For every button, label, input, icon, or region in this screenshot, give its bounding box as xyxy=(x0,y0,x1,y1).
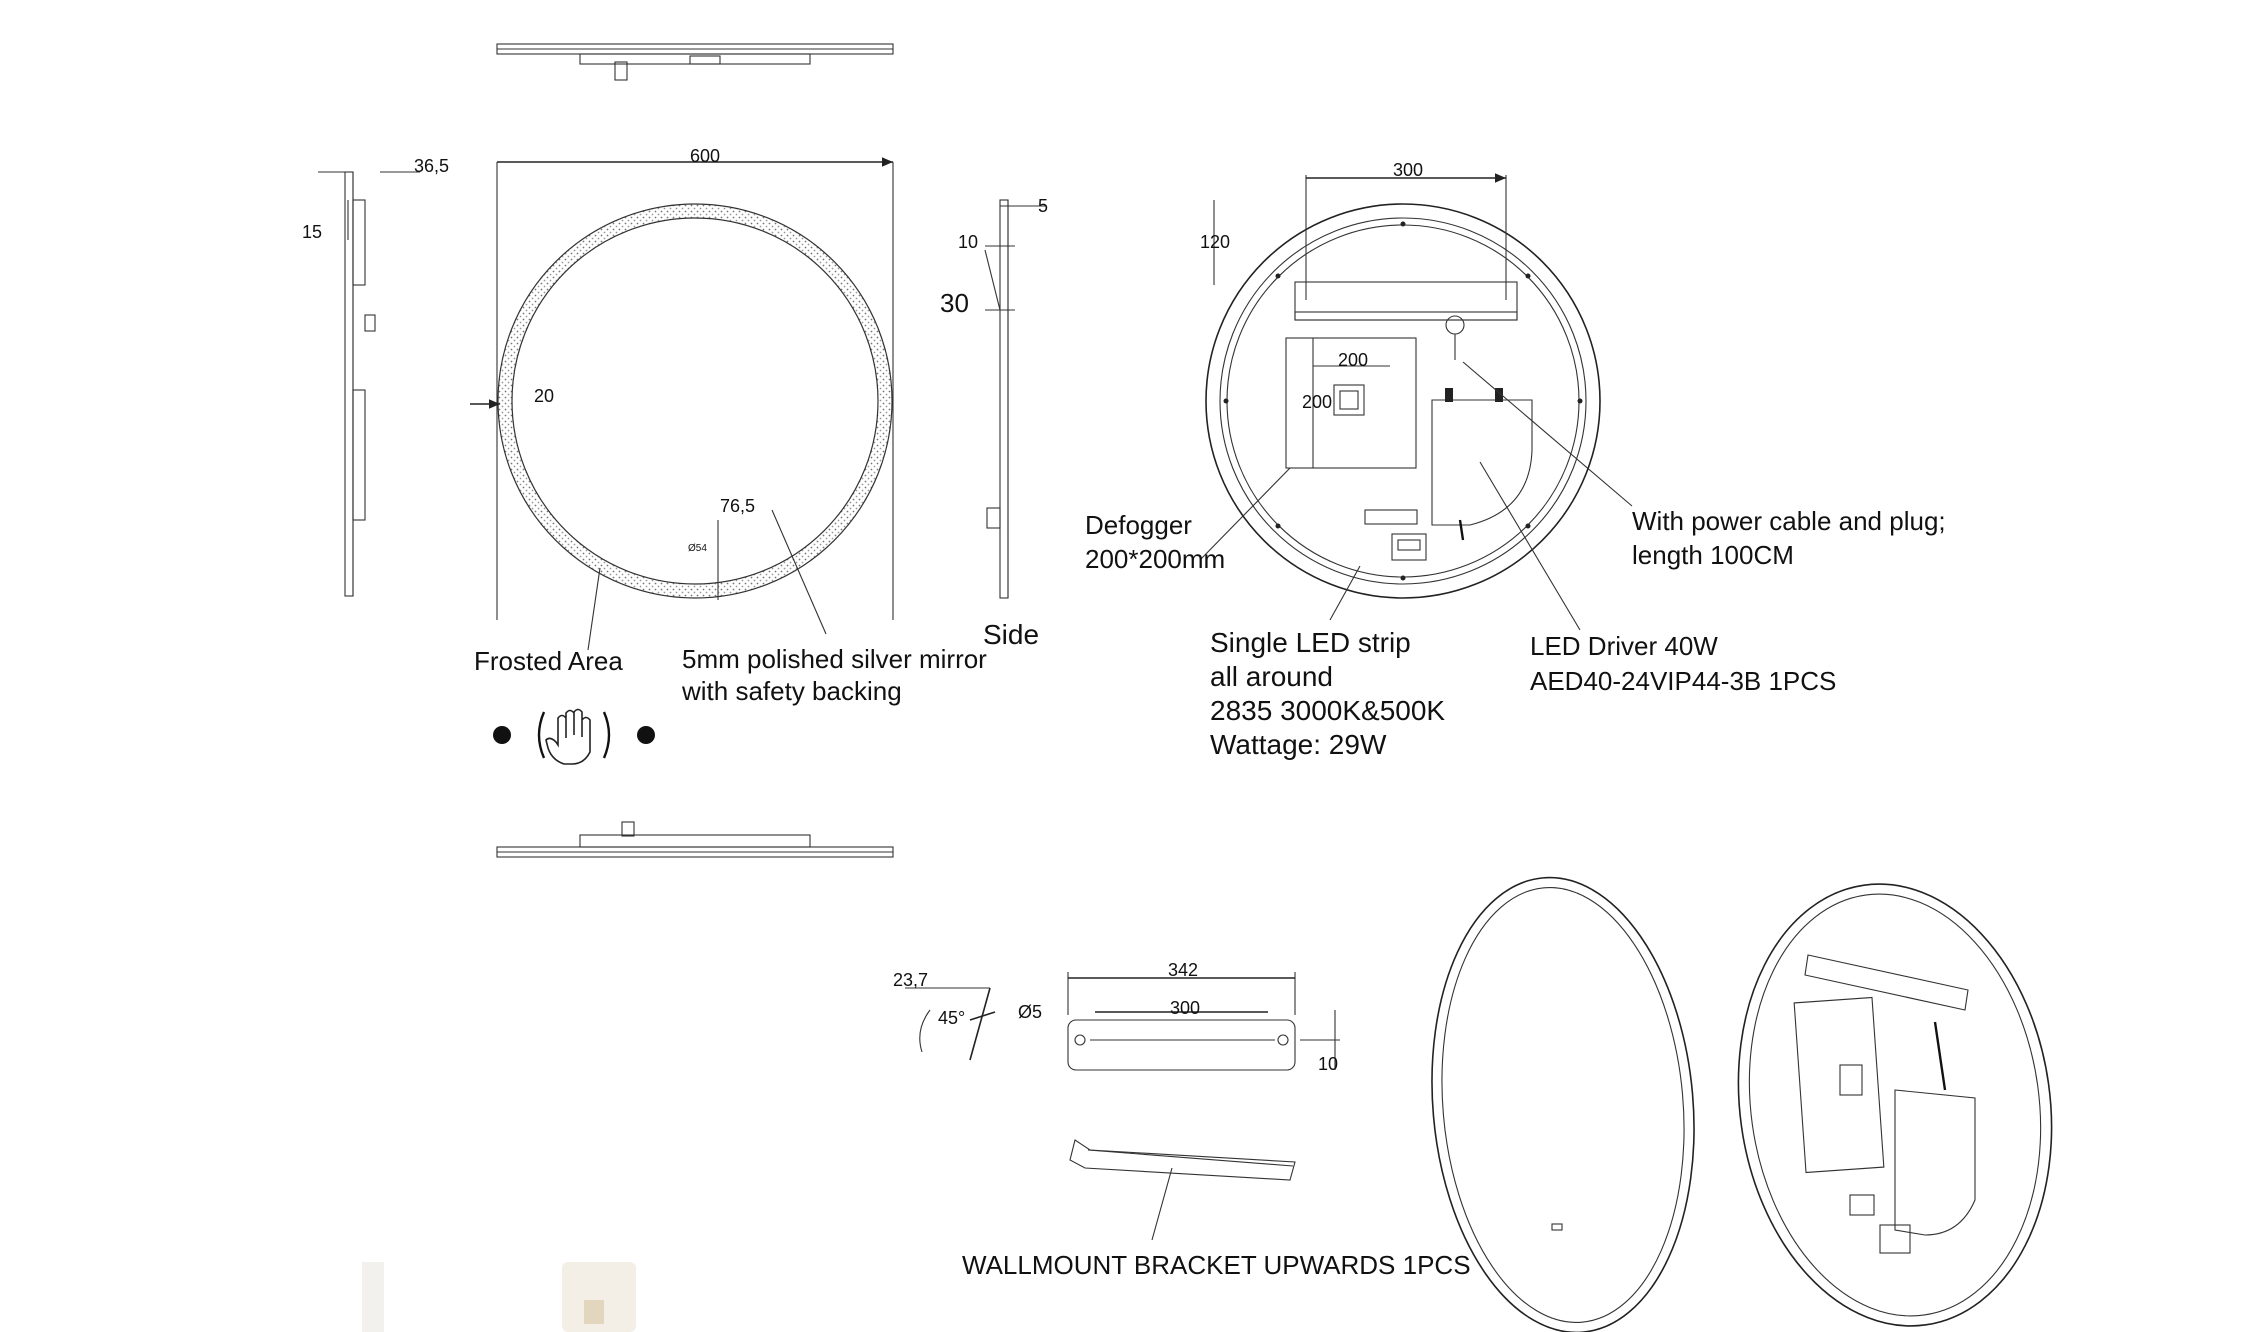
back-view xyxy=(1085,160,1946,760)
bracket-profile xyxy=(893,970,995,1060)
dim-bracket-300: 300 xyxy=(1170,998,1201,1018)
dim-side-10: 10 xyxy=(958,232,979,252)
dim-side-5: 5 xyxy=(1038,196,1049,216)
dim-600: 600 xyxy=(690,146,721,166)
label-power-line1: With power cable and plug; xyxy=(1632,506,1946,536)
dim-bracket-23-7: 23,7 xyxy=(893,970,929,990)
label-mirror-line2: with safety backing xyxy=(682,676,902,706)
side-view xyxy=(940,196,1048,650)
dim-back-120: 120 xyxy=(1200,232,1231,252)
label-power-line2: length 100CM xyxy=(1632,540,1794,570)
top-view xyxy=(497,44,893,80)
dim-defog-h: 200 xyxy=(1302,392,1333,412)
label-driver-line1: LED Driver 40W xyxy=(1530,631,1718,661)
dim-sensor-dia: Ø54 xyxy=(688,543,707,554)
label-side: Side xyxy=(983,619,1040,650)
bracket-iso xyxy=(962,1140,1471,1280)
label-driver-line2: AED40-24VIP44-3B 1PCS xyxy=(1530,666,1837,696)
mirror-3d-back xyxy=(1711,864,2080,1332)
dim-15: 15 xyxy=(302,222,323,242)
hand-touch-icon xyxy=(493,710,655,765)
label-defogger-line1: Defogger xyxy=(1085,510,1192,540)
dim-bracket-10: 10 xyxy=(1318,1054,1339,1074)
label-led-strip-line1: Single LED strip xyxy=(1210,627,1411,658)
mirror-glass xyxy=(512,218,878,584)
label-defogger-line2: 200*200mm xyxy=(1085,544,1226,574)
dim-bracket-45: 45° xyxy=(938,1008,966,1028)
left-side-view xyxy=(302,156,449,596)
label-bracket: WALLMOUNT BRACKET UPWARDS 1PCS xyxy=(962,1250,1471,1280)
dim-76-5: 76,5 xyxy=(720,496,756,516)
dim-36-5: 36,5 xyxy=(414,156,450,176)
thumbnail-photos xyxy=(362,1262,636,1332)
led-driver-box xyxy=(1432,400,1532,525)
bracket-front xyxy=(1018,960,1340,1074)
label-mirror-line1: 5mm polished silver mirror xyxy=(682,644,987,674)
front-view xyxy=(470,146,987,764)
label-led-strip-line3: 2835 3000K&500K xyxy=(1210,695,1446,726)
dim-defog-w: 200 xyxy=(1338,350,1369,370)
dim-back-300: 300 xyxy=(1393,160,1424,180)
dim-side-30: 30 xyxy=(940,288,969,318)
label-led-strip-line2: all around xyxy=(1210,661,1333,692)
label-frosted-area: Frosted Area xyxy=(474,646,623,676)
label-led-strip-line4: Wattage: 29W xyxy=(1210,729,1387,760)
dim-20: 20 xyxy=(534,386,555,406)
dim-bracket-hole: Ø5 xyxy=(1018,1002,1043,1022)
bottom-view xyxy=(497,822,893,857)
dim-bracket-342: 342 xyxy=(1168,960,1199,980)
